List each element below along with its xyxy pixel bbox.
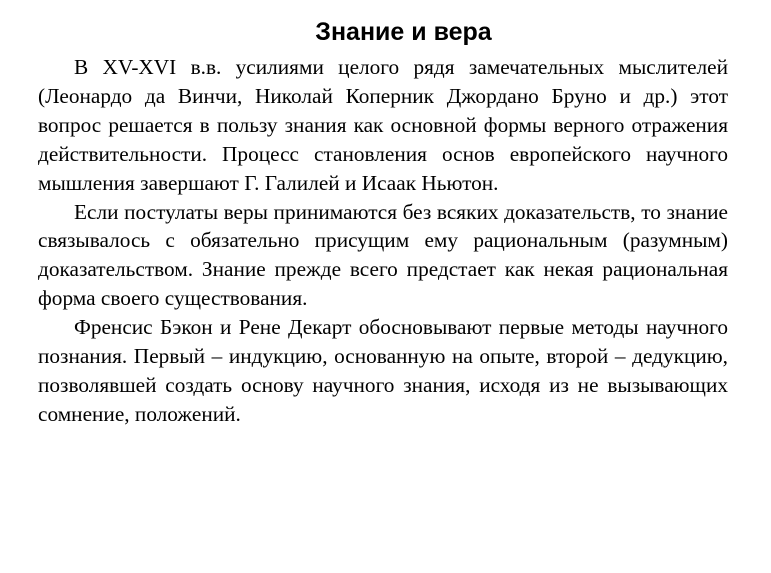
document-title: Знание и вера bbox=[315, 18, 492, 46]
paragraph-faith-vs-knowledge: Если постулаты веры принимаются без всяких доказательств, то знание связывалось с обязательно присущим ему рациональным (разумным) доказательством. Знание прежде всего предстает как некая рациональная форма своего существования. bbox=[38, 199, 728, 311]
paragraph-renaissance-thinkers: В XV-XVI в.в. усилиями целого рядя замечательных мыслителей (Леонардо да Винчи, Николай Коперник Джордано Бруно и др.) этот вопрос решается в пользу знания как основной формы верного отражения действительности. Процесс становления основ европейского научного мышления завершают Г. Галилей и Исаак Ньютон. bbox=[38, 55, 728, 195]
paragraph-bacon-descartes: Френсис Бэкон и Рене Декарт обосновывают первые методы научного познания. Первый – индукцию, основанную на опыте, второй – дедукцию, позволявшей создать основу научного знания, исходя из не вызывающих сомнение, положений. bbox=[38, 315, 728, 426]
document-body bbox=[38, 53, 728, 429]
